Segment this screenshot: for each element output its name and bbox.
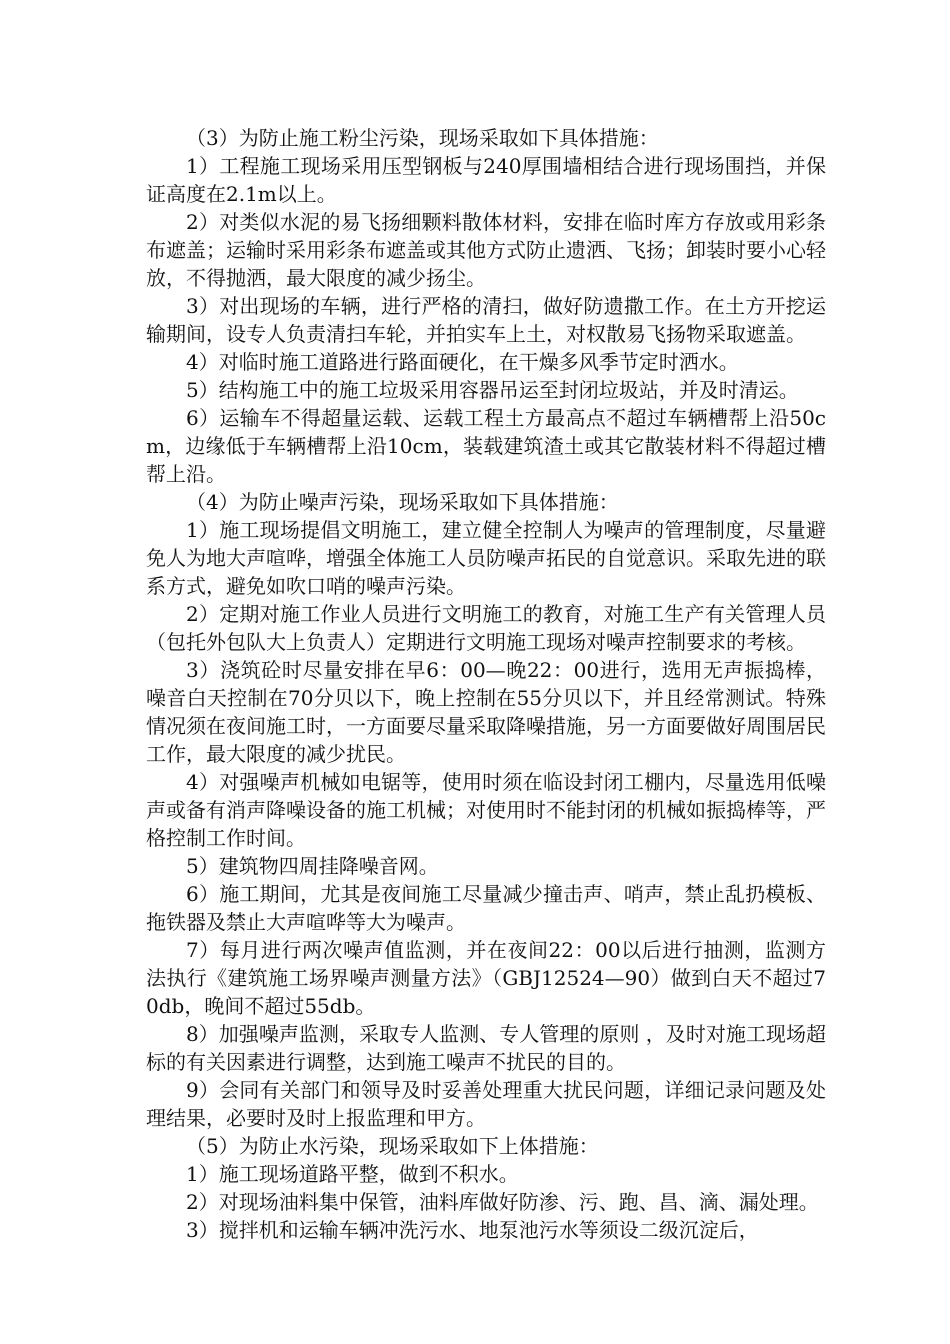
paragraph: 6）施工期间，尤其是夜间施工尽量减少撞击声、哨声，禁止乱扔模板、拖铁器及禁止大声喧哗等大为噪声。: [146, 882, 826, 934]
paragraph: 4）对强噪声机械如电锯等，使用时须在临设封闭工棚内，尽量选用低噪声或备有消声降噪设备的施工机械；对使用时不能封闭的机械如振捣棒等，严格控制工作时间。: [146, 770, 826, 850]
paragraph: 6）运输车不得超量运载、运载工程土方最高点不超过车辆槽帮上沿50cm，边缘低于车辆槽帮上沿10cm，装载建筑渣土或其它散装材料不得超过槽帮上沿。: [146, 406, 826, 486]
paragraph: 8）加强噪声监测，采取专人监测、专人管理的原则 ，及时对施工现场超标的有关因素进行调整，达到施工噪声不扰民的目的。: [146, 1022, 826, 1074]
paragraph: 1）施工现场道路平整，做到不积水。: [186, 1162, 519, 1186]
paragraph: 3）对出现场的车辆，进行严格的清扫，做好防遗撒工作。在土方开挖运输期间，设专人负责清扫车轮，并拍实车上土，对权散易飞扬物采取遮盖。: [146, 294, 826, 346]
paragraph: 5）结构施工中的施工垃圾采用容器吊运至封闭垃圾站，并及时清运。: [186, 378, 799, 402]
section-heading-dust: （3）为防止施工粉尘污染，现场采取如下具体措施：: [186, 126, 659, 150]
section-heading-noise: （4）为防止噪声污染，现场采取如下具体措施：: [186, 490, 619, 514]
paragraph: 1）施工现场提倡文明施工，建立健全控制人为噪声的管理制度，尽量避免人为地大声喧哗，增强全体施工人员防噪声拓民的自觉意识。采取先进的联系方式，避免如吹口哨的噪声污染。: [146, 518, 826, 598]
document-body: [146, 124, 826, 1244]
paragraph: 2）对类似水泥的易飞扬细颗料散体材料，安排在临时库方存放或用彩条布遮盖；运输时采用彩条布遮盖或其他方式防止遗洒、飞扬；卸装时要小心轻放，不得抛洒，最大限度的减少扬尘。: [146, 210, 826, 290]
paragraph: 3）浇筑砼时尽量安排在早6：00—晚22：00进行，选用无声振捣棒，噪音白天控制在70分贝以下，晚上控制在55分贝以下，并且经常测试。特殊情况须在夜间施工时，一方面要尽量采取降噪措施，另一方面要做好周围居民工作，最大限度的减少扰民。: [146, 658, 826, 766]
section-heading-water: （5）为防止水污染，现场采取如下上体措施：: [186, 1134, 599, 1158]
paragraph: 9）会同有关部门和领导及时妥善处理重大扰民问题，详细记录问题及处理结果，必要时及时上报监理和甲方。: [146, 1078, 826, 1130]
paragraph: 2）对现场油料集中保管，油料库做好防渗、污、跑、昌、滴、漏处理。: [186, 1190, 819, 1214]
paragraph: 5）建筑物四周挂降噪音网。: [186, 854, 439, 878]
paragraph: 3）搅拌机和运输车辆冲洗污水、地泵池污水等须设二级沉淀后，: [186, 1218, 759, 1242]
paragraph: 7）每月进行两次噪声值监测，并在夜间22：00以后进行抽测，监测方法执行《建筑施工场界噪声测量方法》（GBJ12524—90）做到白天不超过70db，晚间不超过55db。: [146, 938, 826, 1018]
paragraph: 4）对临时施工道路进行路面硬化，在干燥多风季节定时洒水。: [186, 350, 739, 374]
paragraph: 1）工程施工现场采用压型钢板与240厚围墙相结合进行现场围挡，并保证高度在2.1m以上。: [146, 154, 826, 206]
paragraph: 2）定期对施工作业人员进行文明施工的教育，对施工生产有关管理人员（包托外包队大上负责人）定期进行文明施工现场对噪声控制要求的考核。: [146, 602, 826, 654]
